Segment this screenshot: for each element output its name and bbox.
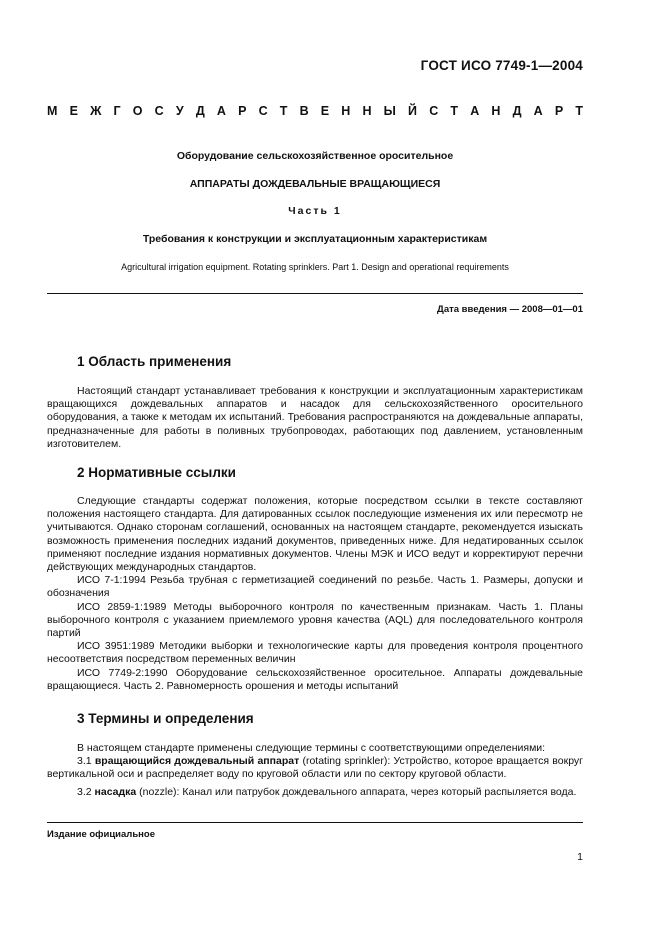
term-number: 3.1 xyxy=(77,755,95,768)
term-number: 3.2 xyxy=(77,785,95,798)
reference-item: ИСО 7749-2:1990 Оборудование сельскохозяйственное оросительное. Аппараты дождевальные вращающиеся. Часть 2. Равномерность орошения и методы испытаний xyxy=(47,666,583,692)
section-3-body xyxy=(47,742,583,799)
section-1-body xyxy=(47,385,583,451)
reference-item: ИСО 3951:1989 Методики выборки и технологические карты для проведения контроля процентного несоответствия посредством переменных величин xyxy=(47,640,583,666)
interstate-standard-banner: М Е Ж Г О С У Д А Р С Т В Е Н Н Ы Й С Т А Н Д А Р Т xyxy=(47,104,583,118)
section-2-paragraph: Следующие стандарты содержат положения, которые посредством ссылки в тексте составляют положения настоящего стандарта. Для датированных ссылок последующие изменения их или пересмотр не учитываются. Однако сторонам соглашений, основанных на настоящем стандарте, рекомендуется изыскать возможность применения последних изданий документов, приведенных ниже. Для недатированных ссылок применяют последние издания нормативных документов. Члены МЭК и ИСО ведут и корректируют перечни действующих международных стандартов. xyxy=(47,495,583,574)
title-divider xyxy=(47,293,583,294)
term-definition: (nozzle): Канал или патрубок дождевального аппарата, через который распыляется вода. xyxy=(136,785,577,798)
term-3-2 xyxy=(47,786,583,799)
official-edition: Издание официальное xyxy=(47,829,155,840)
section-2-body xyxy=(47,495,583,693)
term-3-1 xyxy=(47,755,583,781)
term-definition: (rotating sprinkler): Устройство, которое вращается вокруг вертикальной оси и распределяет воду по круговой области или по сектору круговой области. xyxy=(47,755,583,781)
title-line-1: Оборудование сельскохозяйственное оросительное xyxy=(176,150,454,162)
section-3-intro: В настоящем стандарте применены следующие термины с соответствующими определениями: xyxy=(77,742,546,754)
standard-code: ГОСТ ИСО 7749-1—2004 xyxy=(420,58,583,73)
footer-divider xyxy=(47,822,583,823)
title-part: Часть 1 xyxy=(288,205,342,217)
term-name: вращающийся дождевальный аппарат xyxy=(94,755,300,768)
title-english: Agricultural irrigation equipment. Rotating sprinklers. Part 1. Design and operational requirements xyxy=(121,262,509,272)
page-number: 1 xyxy=(577,851,583,863)
section-1-heading: 1 Область применения xyxy=(77,354,232,369)
reference-item: ИСО 2859-1:1989 Методы выборочного контроля по качественным признакам. Часть 1. Планы выборочного контроля с указанием приемлемого уровня качества (AQL) для последовательного контроля партий xyxy=(47,600,583,640)
section-2-heading: 2 Нормативные ссылки xyxy=(77,465,236,480)
section-3-heading: 3 Термины и определения xyxy=(77,711,254,726)
term-name: насадка xyxy=(94,785,137,798)
section-1-paragraph: Настоящий стандарт устанавливает требования к конструкции и эксплуатационным характеристикам вращающихся дождевальных аппаратов и насадок для сельскохозяйственного оросительного оборудования, а также к методам их испытаний. Требования распространяются на дождевальные аппараты, предназначенные для работы в поливных трубопроводах, работающих под давлением, установленным изготовителем. xyxy=(47,385,583,450)
title-line-4: Требования к конструкции и эксплуатационным характеристикам xyxy=(142,233,488,245)
reference-item: ИСО 7-1:1994 Резьба трубная с герметизацией соединений по резьбе. Часть 1. Размеры, допуски и обозначения xyxy=(47,574,583,600)
introduction-date: Дата введения — 2008—01—01 xyxy=(437,304,583,315)
title-line-2: АППАРАТЫ ДОЖДЕВАЛЬНЫЕ ВРАЩАЮЩИЕСЯ xyxy=(189,178,441,190)
